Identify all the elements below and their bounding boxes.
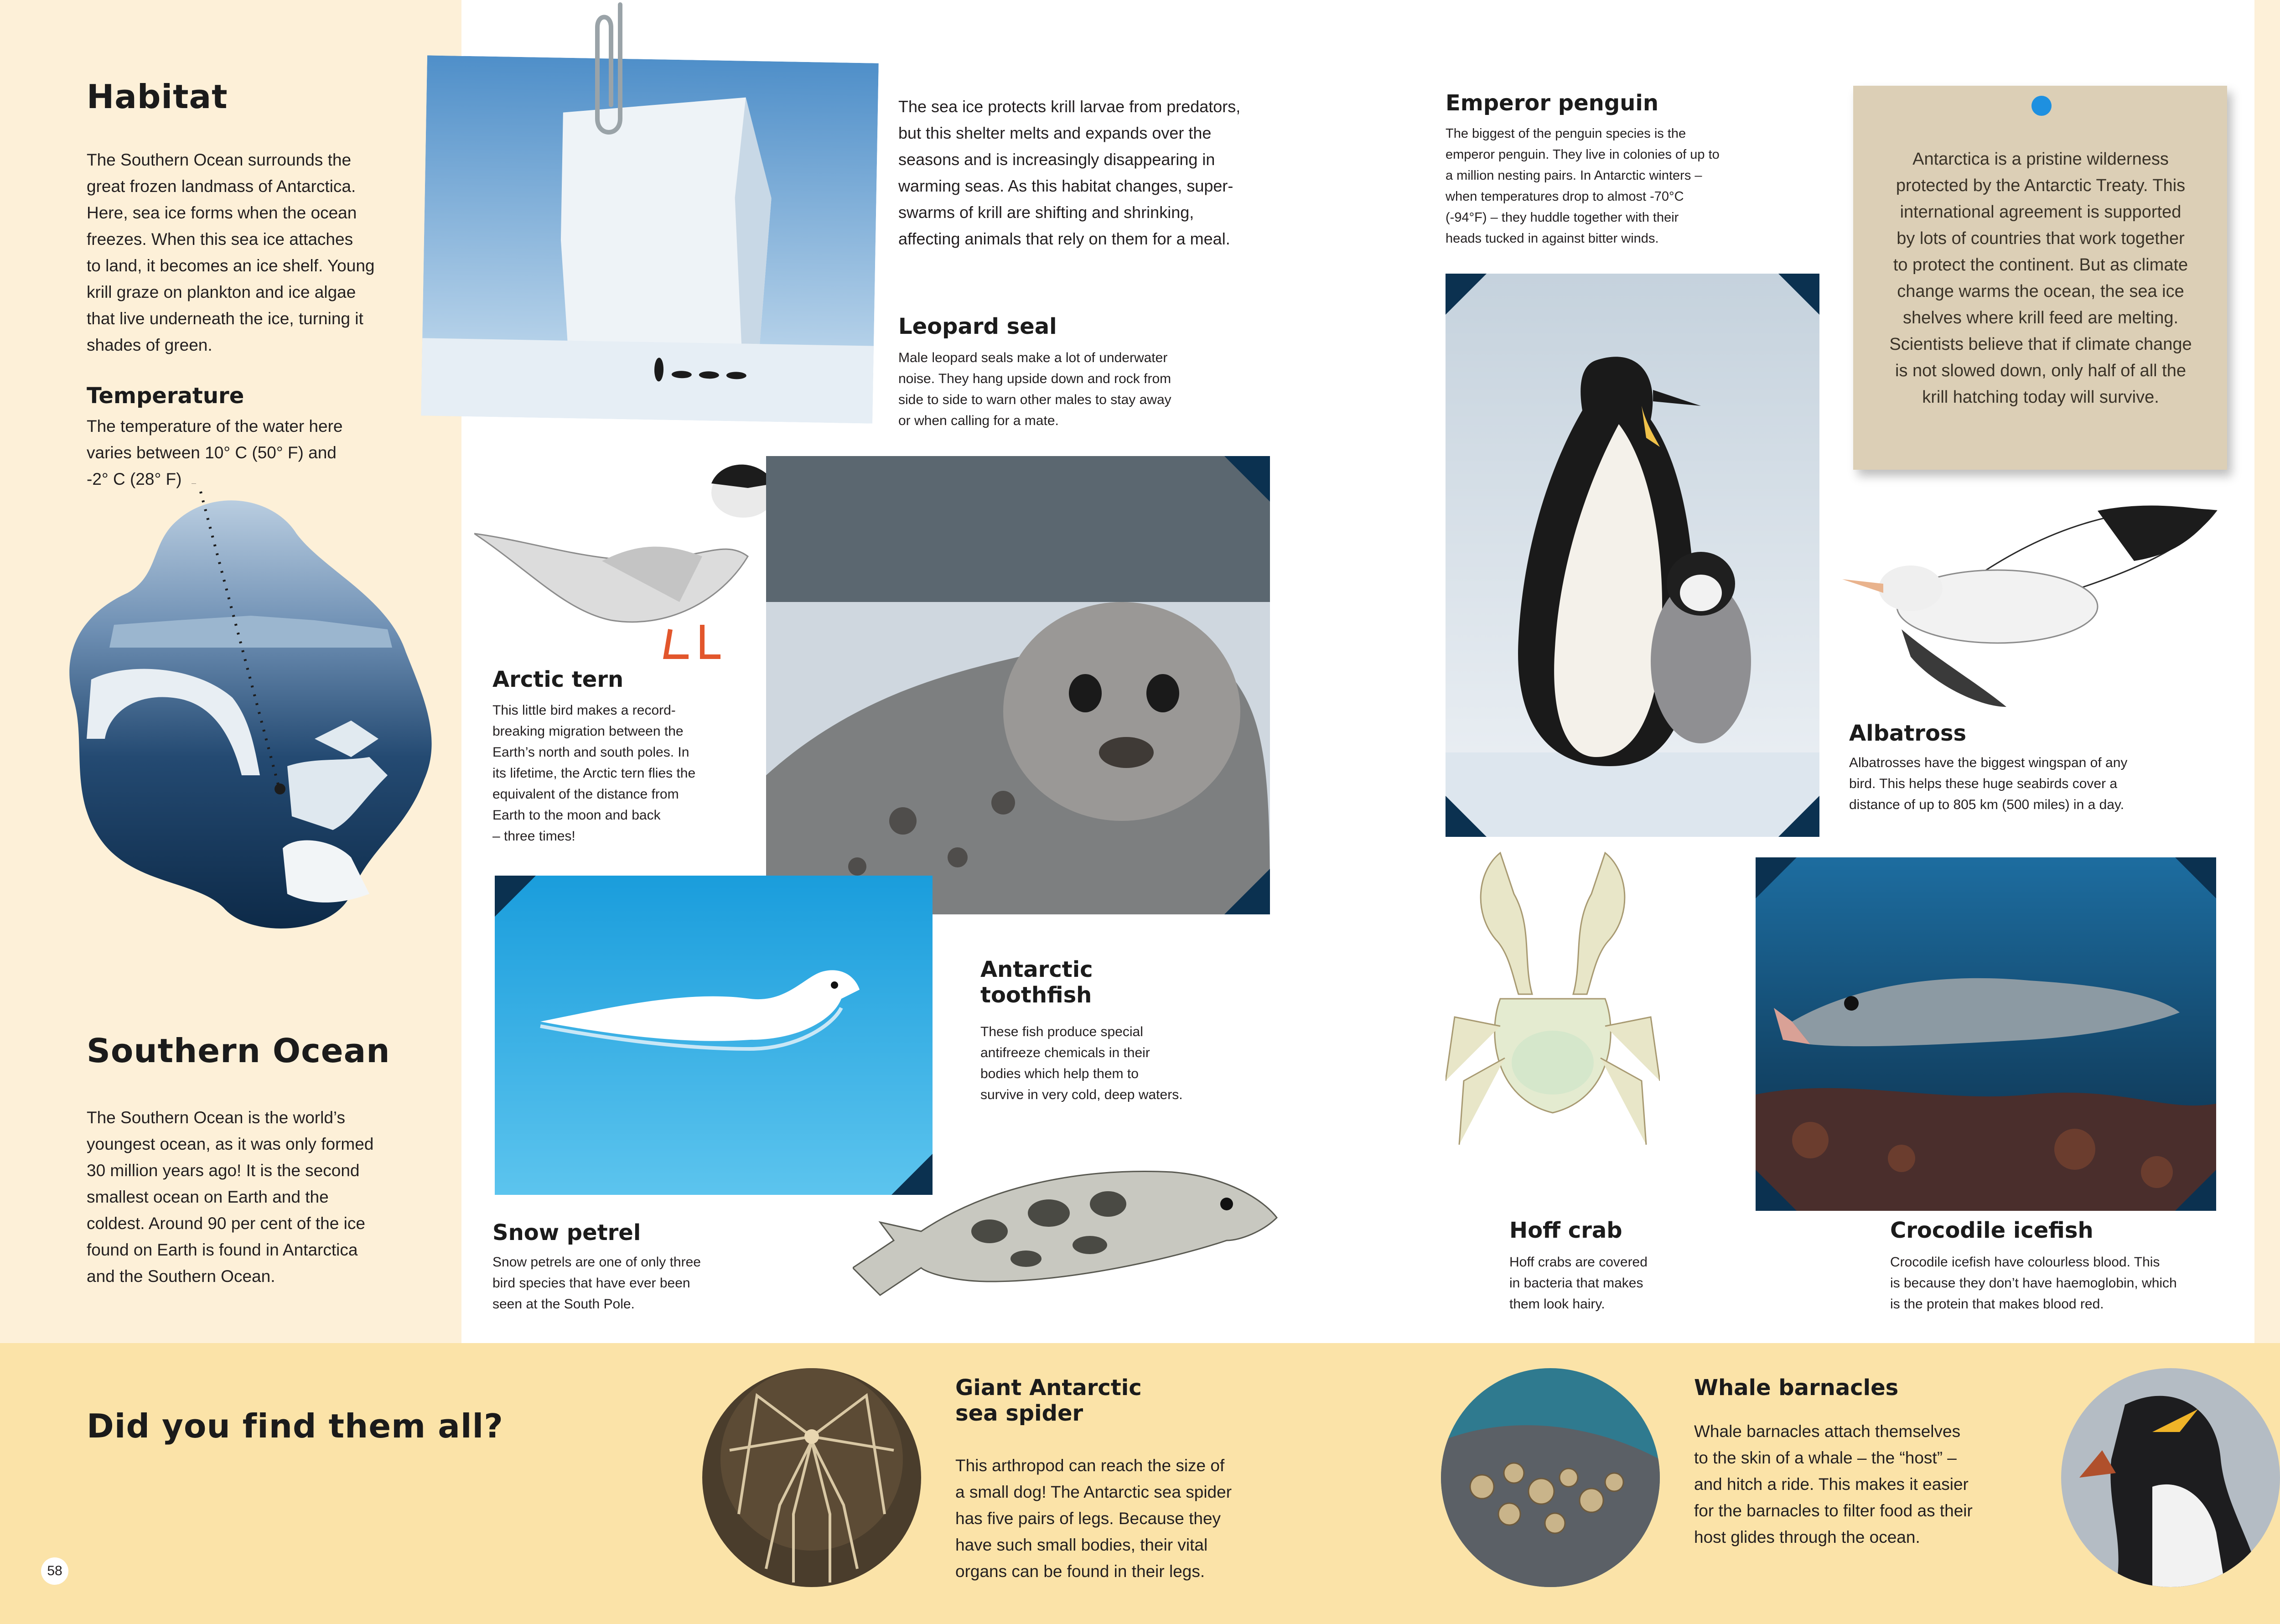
- leopard-seal-text: Male leopard seals make a lot of underwater noise. They hang upside down and rock from side to side to warn other males to stay away or when calling for a mate.: [898, 350, 1171, 428]
- pin-icon: [2031, 96, 2052, 116]
- sea-spider-text: This arthropod can reach the size of a small dog! The Antarctic sea spider has five pairs of legs. Because they have such small bodies, their vital organs can be found in their legs.: [955, 1456, 1232, 1581]
- hoff-crab-heading: Hoff crab: [1509, 1218, 1622, 1243]
- habitat-heading: Habitat: [87, 78, 228, 116]
- crocodile-icefish-photo: [1756, 857, 2216, 1211]
- ice-shelf-photo: [421, 55, 879, 423]
- toothfish-illustration: [853, 1131, 1286, 1304]
- hoff-crab-text: Hoff crabs are covered in bacteria that makes them look hairy.: [1509, 1255, 1648, 1312]
- temperature-text: The temperature of the water here varies between 10° C (50° F) and -2° C (28° F): [87, 417, 343, 488]
- sea-spider-photo: [702, 1368, 921, 1587]
- right-cream-panel: [2254, 0, 2280, 1343]
- crocodile-icefish-heading: Crocodile icefish: [1890, 1218, 2093, 1243]
- arctic-tern-text: This little bird makes a record- breaking migration between the Earth’s north and south poles. In its lifetime, the Arctic tern flies the equivalent of the distance from Earth to the moon and back – three times!: [492, 703, 696, 844]
- habitat-text: The Southern Ocean surrounds the great frozen landmass of Antarctica. Here, sea ice forms when the ocean freezes. When this sea ice attaches to land, it becomes an ice shelf. Young krill graze on plankton and ice algae that live underneath the ice, turning it shades of green.: [87, 150, 375, 354]
- southern-ocean-heading: Southern Ocean: [87, 1032, 390, 1070]
- southern-ocean-text: The Southern Ocean is the world’s youngest ocean, as it was only formed 30 million years ago! It is the second smallest ocean on Earth and the coldest. Around 90 per cent of the ice found on Earth is found in Antarctica and the Southern Ocean.: [87, 1108, 374, 1286]
- emperor-penguin-text: The biggest of the penguin species is the emperor penguin. They live in colonies of up to a million nesting pairs. In Antarctic winters – when temperatures drop to almost -70°C (-94°F) – they huddle together with their heads tucked in against bitter winds.: [1446, 126, 1720, 246]
- whale-barnacles-text: Whale barnacles attach themselves to the skin of a whale – the “host” – and hitch a ride. This makes it easier for the barnacles to filter food as their host glides through the ocean.: [1694, 1422, 1973, 1546]
- toothfish-heading: Antarctic toothfish: [980, 957, 1093, 1008]
- arctic-tern-heading: Arctic tern: [492, 667, 624, 692]
- snow-petrel-heading: Snow petrel: [492, 1220, 641, 1245]
- whale-barnacles-photo: [1441, 1368, 1660, 1587]
- temperature-heading: Temperature: [87, 383, 244, 409]
- paperclip-icon: [588, 0, 638, 150]
- sea-ice-text: The sea ice protects krill larvae from predators, but this shelter melts and expands over the seasons and is increasingly disappearing in warming seas. As this habitat changes, super- swarms of krill are shifting and shrinking, affecting animals that rely on them for a meal.: [898, 97, 1241, 248]
- toothfish-text: These fish produce special antifreeze chemicals in their bodies which help them to survive in very cold, deep waters.: [980, 1024, 1183, 1102]
- emperor-penguin-heading: Emperor penguin: [1446, 90, 1658, 116]
- albatross-text: Albatrosses have the biggest wingspan of any bird. This helps these huge seabirds cover a distance of up to 805 km (500 miles) in a day.: [1849, 755, 2128, 812]
- leopard-seal-photo: [766, 456, 1270, 914]
- page-number-left: 58: [41, 1557, 68, 1585]
- find-them-all-heading: Did you find them all?: [87, 1407, 503, 1445]
- whale-barnacles-heading: Whale barnacles: [1694, 1375, 1899, 1401]
- southern-ocean-illustration: [59, 483, 451, 944]
- sea-spider-heading: Giant Antarctic sea spider: [955, 1375, 1142, 1426]
- emperor-penguin-photo: [1446, 274, 1819, 837]
- albatross-illustration: [1842, 493, 2230, 711]
- hoff-crab-illustration: [1446, 844, 1660, 1172]
- albatross-heading: Albatross: [1849, 721, 1967, 746]
- antarctic-treaty-text: Antarctica is a pristine wilderness protected by the Antarctic Treaty. This international agreement is supported by lots of countries that work together to protect the continent. But as climate change warms the ocean, the sea ice shelves where krill feed are melting. Scientists believe that if climate change is not slowed down, only half of all the krill hatching today will survive.: [1889, 150, 2192, 407]
- crocodile-icefish-text: Crocodile icefish have colourless blood. This is because they don’t have haemoglobin, which is the protein that makes blood red.: [1890, 1255, 2177, 1312]
- leopard-seal-heading: Leopard seal: [898, 314, 1057, 339]
- macaroni-penguin-photo: [2061, 1368, 2280, 1587]
- snow-petrel-text: Snow petrels are one of only three bird species that have ever been seen at the South Pole.: [492, 1255, 701, 1312]
